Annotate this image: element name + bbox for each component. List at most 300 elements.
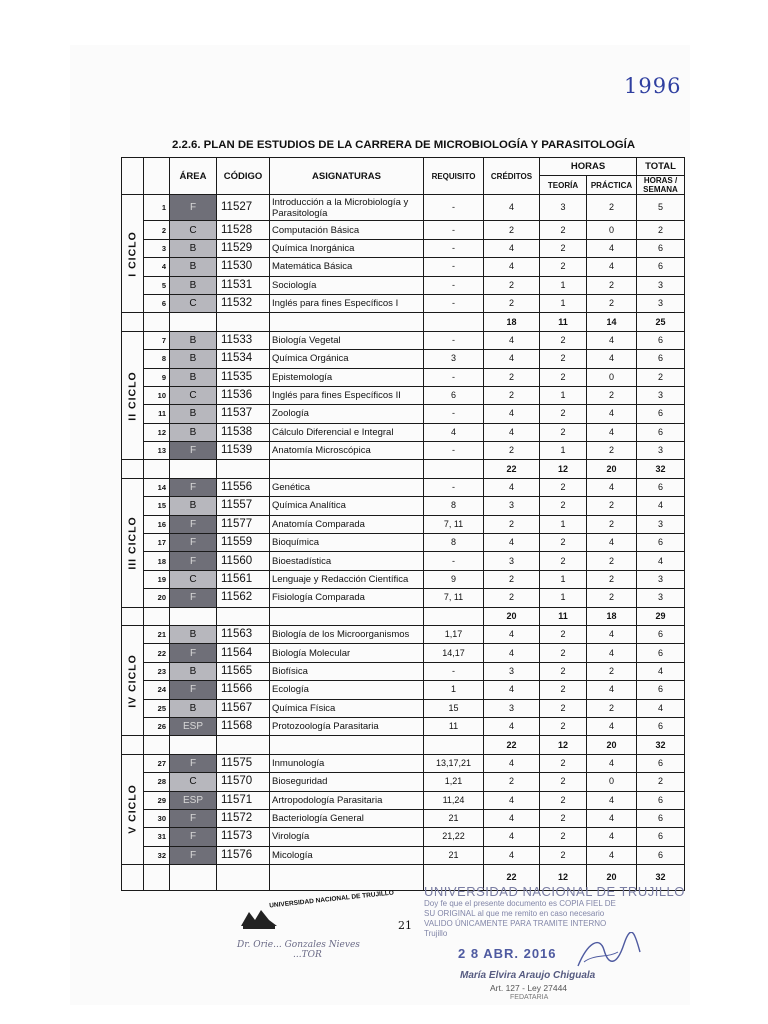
course-row (122, 331, 685, 349)
course-teoria: 2 (540, 552, 587, 570)
course-teoria: 2 (540, 239, 587, 257)
totals-cycle-cell (122, 865, 144, 891)
course-row (122, 570, 685, 588)
totals-number-cell (144, 607, 170, 625)
course-creditos: 4 (484, 644, 540, 662)
course-subject: Anatomía Microscópica (270, 442, 424, 460)
course-code: 11530 (217, 258, 270, 276)
total-teoria: 11 (540, 607, 587, 625)
course-teoria: 2 (540, 221, 587, 239)
total-creditos: 22 (484, 865, 540, 891)
signature-left (237, 940, 360, 960)
course-requisito: 8 (424, 497, 484, 515)
course-number: 8 (144, 350, 170, 368)
course-requisito: - (424, 478, 484, 496)
course-teoria: 2 (540, 846, 587, 864)
course-area: B (170, 276, 217, 294)
course-teoria: 3 (540, 195, 587, 221)
course-subject: Epistemología (270, 368, 424, 386)
totals-req-cell (424, 313, 484, 331)
header-horas: HORAS (540, 158, 637, 176)
cycle-label: I CICLO (126, 231, 138, 277)
course-subject: Bioseguridad (270, 773, 424, 791)
total-creditos: 18 (484, 313, 540, 331)
course-number: 5 (144, 276, 170, 294)
course-row (122, 717, 685, 735)
course-row (122, 662, 685, 680)
stamp-line-2: SU ORIGINAL al que me remito en caso necesario (424, 909, 605, 918)
course-number: 14 (144, 478, 170, 496)
course-code: 11576 (217, 846, 270, 864)
course-requisito: - (424, 221, 484, 239)
course-area: B (170, 699, 217, 717)
study-plan-table (121, 157, 685, 891)
course-code: 11556 (217, 478, 270, 496)
course-number: 12 (144, 423, 170, 441)
total-teoria: 12 (540, 460, 587, 478)
course-subject: Bacteriología General (270, 809, 424, 827)
cycle-label-cell (122, 331, 144, 460)
course-area: F (170, 589, 217, 607)
course-requisito: - (424, 276, 484, 294)
footer-page-number: 21 (398, 919, 412, 932)
course-practica: 2 (587, 195, 637, 221)
course-total: 6 (637, 331, 685, 349)
course-row (122, 221, 685, 239)
course-code: 11533 (217, 331, 270, 349)
course-practica: 4 (587, 828, 637, 846)
course-subject: Ecología (270, 681, 424, 699)
course-area: ESP (170, 717, 217, 735)
course-subject: Bioquímica (270, 534, 424, 552)
course-number: 32 (144, 846, 170, 864)
course-requisito: - (424, 331, 484, 349)
course-practica: 4 (587, 258, 637, 276)
course-row (122, 478, 685, 496)
course-code: 11568 (217, 717, 270, 735)
totals-subject-cell (270, 736, 424, 754)
header-number-cell (144, 158, 170, 195)
course-area: F (170, 809, 217, 827)
course-total: 3 (637, 515, 685, 533)
course-area: B (170, 331, 217, 349)
course-number: 15 (144, 497, 170, 515)
header-cycle-cell (122, 158, 144, 195)
course-code: 11575 (217, 754, 270, 772)
course-total: 2 (637, 368, 685, 386)
course-subject: Lenguaje y Redacción Científica (270, 570, 424, 588)
course-teoria: 2 (540, 662, 587, 680)
course-area: B (170, 625, 217, 643)
course-teoria: 2 (540, 534, 587, 552)
course-code: 11561 (217, 570, 270, 588)
course-practica: 2 (587, 276, 637, 294)
course-teoria: 2 (540, 478, 587, 496)
signature-scribble-icon (574, 932, 644, 972)
course-creditos: 4 (484, 534, 540, 552)
course-total: 6 (637, 258, 685, 276)
university-seal (233, 889, 395, 962)
totals-subject-cell (270, 460, 424, 478)
course-requisito: 7, 11 (424, 589, 484, 607)
course-code: 11562 (217, 589, 270, 607)
course-practica: 2 (587, 662, 637, 680)
course-number: 21 (144, 625, 170, 643)
total-creditos: 20 (484, 607, 540, 625)
course-total: 4 (637, 699, 685, 717)
course-total: 6 (637, 809, 685, 827)
course-teoria: 2 (540, 350, 587, 368)
course-code: 11573 (217, 828, 270, 846)
course-code: 11567 (217, 699, 270, 717)
course-code: 11577 (217, 515, 270, 533)
course-creditos: 4 (484, 717, 540, 735)
course-total: 3 (637, 442, 685, 460)
course-creditos: 3 (484, 497, 540, 515)
course-area: F (170, 828, 217, 846)
course-practica: 2 (587, 442, 637, 460)
course-area: B (170, 350, 217, 368)
course-number: 22 (144, 644, 170, 662)
totals-area-cell (170, 736, 217, 754)
course-creditos: 3 (484, 699, 540, 717)
course-total: 2 (637, 773, 685, 791)
course-teoria: 2 (540, 717, 587, 735)
totals-area-cell (170, 607, 217, 625)
course-area: B (170, 258, 217, 276)
course-creditos: 4 (484, 331, 540, 349)
totals-area-cell (170, 865, 217, 891)
course-subject: Química Orgánica (270, 350, 424, 368)
course-teoria: 2 (540, 644, 587, 662)
course-subject: Cálculo Diferencial e Integral (270, 423, 424, 441)
course-code: 11563 (217, 625, 270, 643)
cycle-totals-row (122, 460, 685, 478)
course-area: F (170, 846, 217, 864)
course-number: 2 (144, 221, 170, 239)
course-practica: 4 (587, 791, 637, 809)
course-row (122, 276, 685, 294)
stamp-line-3: VALIDO ÚNICAMENTE PARA TRAMITE INTERNO (424, 919, 607, 928)
course-total: 6 (637, 681, 685, 699)
course-area: C (170, 773, 217, 791)
course-subject: Artropodología Parasitaria (270, 791, 424, 809)
totals-req-cell (424, 607, 484, 625)
course-total: 6 (637, 534, 685, 552)
total-creditos: 22 (484, 736, 540, 754)
course-teoria: 1 (540, 442, 587, 460)
course-creditos: 4 (484, 791, 540, 809)
total-practica: 14 (587, 313, 637, 331)
course-creditos: 2 (484, 294, 540, 312)
course-number: 1 (144, 195, 170, 221)
course-total: 3 (637, 276, 685, 294)
total-practica: 18 (587, 607, 637, 625)
notary-stamp (424, 884, 685, 1001)
stamp-role: FEDATARIA (510, 994, 549, 1001)
course-teoria: 1 (540, 515, 587, 533)
course-total: 6 (637, 828, 685, 846)
course-creditos: 4 (484, 625, 540, 643)
course-code: 11570 (217, 773, 270, 791)
cycle-label: II CICLO (126, 370, 138, 421)
course-practica: 4 (587, 754, 637, 772)
course-code: 11559 (217, 534, 270, 552)
course-row (122, 846, 685, 864)
header-row (122, 158, 685, 176)
course-area: F (170, 681, 217, 699)
totals-subject-cell (270, 607, 424, 625)
course-teoria: 2 (540, 497, 587, 515)
header-teoria: TEORÍA (540, 176, 587, 195)
course-practica: 2 (587, 386, 637, 404)
course-requisito: 4 (424, 423, 484, 441)
course-number: 7 (144, 331, 170, 349)
course-teoria: 1 (540, 570, 587, 588)
course-teoria: 2 (540, 331, 587, 349)
course-requisito: 1 (424, 681, 484, 699)
course-area: B (170, 368, 217, 386)
course-creditos: 4 (484, 405, 540, 423)
cycle-totals-row (122, 736, 685, 754)
cycle-label: V CICLO (126, 784, 138, 835)
course-creditos: 2 (484, 442, 540, 460)
course-row (122, 625, 685, 643)
course-subject: Genética (270, 478, 424, 496)
course-requisito: 11,24 (424, 791, 484, 809)
course-requisito: - (424, 405, 484, 423)
totals-cycle-cell (122, 736, 144, 754)
course-subject: Biofísica (270, 662, 424, 680)
course-requisito: - (424, 239, 484, 257)
totals-cycle-cell (122, 313, 144, 331)
course-teoria: 2 (540, 625, 587, 643)
cycle-label-cell (122, 625, 144, 735)
course-area: F (170, 515, 217, 533)
totals-cycle-cell (122, 460, 144, 478)
course-requisito: 1,17 (424, 625, 484, 643)
total-practica: 20 (587, 460, 637, 478)
course-creditos: 2 (484, 368, 540, 386)
course-subject: Bioestadística (270, 552, 424, 570)
course-row (122, 809, 685, 827)
totals-code-cell (217, 313, 270, 331)
course-requisito: 11 (424, 717, 484, 735)
course-creditos: 2 (484, 386, 540, 404)
course-teoria: 2 (540, 368, 587, 386)
course-requisito: - (424, 662, 484, 680)
course-requisito: - (424, 368, 484, 386)
seal-university-name: UNIVERSIDAD NACIONAL DE TRUJILLO (268, 889, 395, 910)
totals-req-cell (424, 460, 484, 478)
course-creditos: 4 (484, 478, 540, 496)
total-practica: 20 (587, 865, 637, 891)
document-title: 2.2.6. PLAN DE ESTUDIOS DE LA CARRERA DE MICROBIOLOGÍA Y PARASITOLOGÍA (172, 139, 636, 151)
course-code: 11535 (217, 368, 270, 386)
course-number: 10 (144, 386, 170, 404)
course-teoria: 2 (540, 809, 587, 827)
header-creditos: CRÉDITOS (484, 158, 540, 195)
course-number: 26 (144, 717, 170, 735)
course-subject: Fisiología Comparada (270, 589, 424, 607)
course-subject: Micología (270, 846, 424, 864)
course-subject: Biología Molecular (270, 644, 424, 662)
course-code: 11564 (217, 644, 270, 662)
course-creditos: 4 (484, 846, 540, 864)
course-area: F (170, 442, 217, 460)
course-area: B (170, 239, 217, 257)
course-row (122, 534, 685, 552)
course-area: F (170, 195, 217, 221)
course-teoria: 1 (540, 386, 587, 404)
course-row (122, 644, 685, 662)
course-creditos: 4 (484, 681, 540, 699)
course-total: 6 (637, 717, 685, 735)
totals-area-cell (170, 460, 217, 478)
course-total: 4 (637, 662, 685, 680)
course-teoria: 2 (540, 681, 587, 699)
course-total: 3 (637, 386, 685, 404)
course-total: 2 (637, 221, 685, 239)
course-total: 6 (637, 791, 685, 809)
signature-left-name: Dr. Orie... Gonzales Nieves (237, 940, 360, 950)
course-requisito: 14,17 (424, 644, 484, 662)
totals-number-cell (144, 865, 170, 891)
course-subject: Virología (270, 828, 424, 846)
course-row (122, 423, 685, 441)
header-practica: PRÁCTICA (587, 176, 637, 195)
course-subject: Computación Básica (270, 221, 424, 239)
course-practica: 4 (587, 717, 637, 735)
totals-cycle-cell (122, 607, 144, 625)
course-requisito: 3 (424, 350, 484, 368)
header-area: ÁREA (170, 158, 217, 195)
course-subject: Química Analítica (270, 497, 424, 515)
course-teoria: 2 (540, 258, 587, 276)
course-total: 4 (637, 497, 685, 515)
total-teoria: 12 (540, 736, 587, 754)
course-teoria: 2 (540, 773, 587, 791)
course-area: B (170, 662, 217, 680)
course-creditos: 4 (484, 809, 540, 827)
stamp-title: UNIVERSIDAD NACIONAL DE TRUJILLO (424, 884, 685, 899)
course-subject: Matemática Básica (270, 258, 424, 276)
course-row (122, 589, 685, 607)
course-teoria: 2 (540, 828, 587, 846)
course-area: ESP (170, 791, 217, 809)
course-total: 6 (637, 625, 685, 643)
course-creditos: 4 (484, 828, 540, 846)
totals-code-cell (217, 865, 270, 891)
course-requisito: 21 (424, 809, 484, 827)
course-subject: Introducción a la Microbiología y Parasitología (270, 195, 424, 221)
course-requisito: 1,21 (424, 773, 484, 791)
header-horas-semana: HORAS / SEMANA (637, 176, 685, 195)
course-row (122, 386, 685, 404)
course-practica: 2 (587, 515, 637, 533)
total-horas: 32 (637, 865, 685, 891)
course-practica: 4 (587, 239, 637, 257)
course-subject: Biología de los Microorganismos (270, 625, 424, 643)
course-number: 29 (144, 791, 170, 809)
course-total: 4 (637, 552, 685, 570)
course-code: 11557 (217, 497, 270, 515)
course-code: 11527 (217, 195, 270, 221)
course-area: C (170, 386, 217, 404)
course-code: 11536 (217, 386, 270, 404)
cycle-totals-row (122, 313, 685, 331)
course-requisito: 7, 11 (424, 515, 484, 533)
total-horas: 29 (637, 607, 685, 625)
course-practica: 4 (587, 350, 637, 368)
header-total: TOTAL (637, 158, 685, 176)
stamp-name: María Elvira Araujo Chiguala (460, 970, 596, 981)
page-number: 1996 (624, 74, 682, 98)
course-practica: 2 (587, 570, 637, 588)
course-requisito: - (424, 552, 484, 570)
course-requisito: 21,22 (424, 828, 484, 846)
course-practica: 4 (587, 625, 637, 643)
totals-number-cell (144, 736, 170, 754)
course-code: 11529 (217, 239, 270, 257)
course-total: 3 (637, 589, 685, 607)
total-teoria: 11 (540, 313, 587, 331)
totals-code-cell (217, 607, 270, 625)
course-number: 20 (144, 589, 170, 607)
course-creditos: 2 (484, 221, 540, 239)
course-number: 24 (144, 681, 170, 699)
course-area: B (170, 497, 217, 515)
cycle-label-cell (122, 195, 144, 313)
course-practica: 4 (587, 681, 637, 699)
course-practica: 4 (587, 644, 637, 662)
total-horas: 32 (637, 460, 685, 478)
course-creditos: 3 (484, 662, 540, 680)
course-requisito: - (424, 294, 484, 312)
totals-area-cell (170, 313, 217, 331)
course-area: B (170, 405, 217, 423)
course-number: 3 (144, 239, 170, 257)
course-row (122, 552, 685, 570)
course-number: 11 (144, 405, 170, 423)
course-practica: 4 (587, 423, 637, 441)
course-practica: 4 (587, 405, 637, 423)
course-teoria: 2 (540, 754, 587, 772)
course-requisito: - (424, 442, 484, 460)
course-row (122, 828, 685, 846)
study-plan-body (122, 158, 685, 891)
course-row (122, 754, 685, 772)
course-area: F (170, 552, 217, 570)
course-total: 6 (637, 644, 685, 662)
course-practica: 4 (587, 846, 637, 864)
total-horas: 25 (637, 313, 685, 331)
cycle-label-cell (122, 754, 144, 864)
course-code: 11538 (217, 423, 270, 441)
course-row (122, 405, 685, 423)
course-requisito: 15 (424, 699, 484, 717)
stamp-line-1: Doy fe que el presente documento es COPIA FIEL DE (424, 899, 616, 908)
course-code: 11539 (217, 442, 270, 460)
course-practica: 4 (587, 478, 637, 496)
course-creditos: 2 (484, 773, 540, 791)
course-row (122, 294, 685, 312)
course-teoria: 2 (540, 405, 587, 423)
course-number: 16 (144, 515, 170, 533)
course-code: 11571 (217, 791, 270, 809)
course-subject: Sociología (270, 276, 424, 294)
course-row (122, 773, 685, 791)
